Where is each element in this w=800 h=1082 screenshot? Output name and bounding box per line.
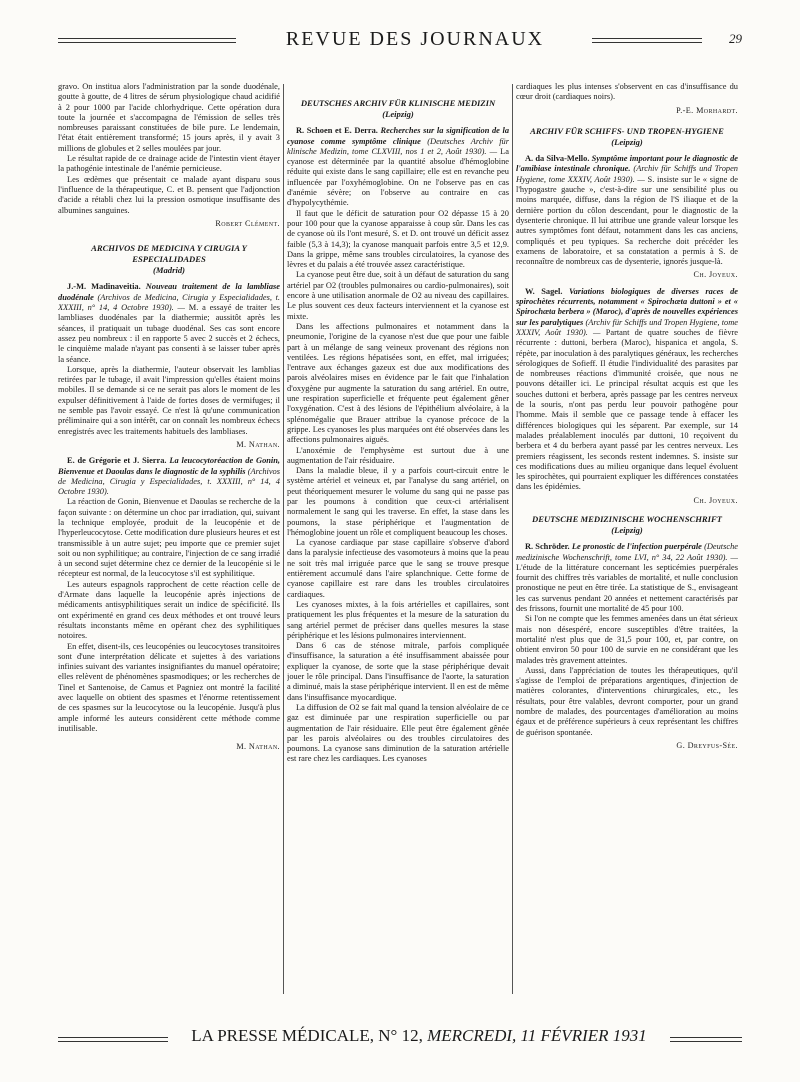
article-author: A. da Silva-Mello.: [525, 154, 590, 164]
paragraph: Il faut que le déficit de saturation pour O2 dépasse 15 à 20 pour 100 pour que la cyanose apparaisse à coup sûr. Dans les cas de cyanose où ils l'ont mesuré, S. et D. ont trouvé un déficit assez faible (5,3 à 14,3); la cyanose manquait parfois entre 3,5 et 12,9. Dans la grippe, même sans troubles circulatoires, la cyanose des lèvres et du palais a été trouvée assez caractéristique.: [287, 208, 509, 270]
paragraph: La réaction de Gonin, Bienvenue et Daoulas se recherche de la façon suivante : on détermine un choc par irradiation, qui, suivant la technique employée, produit de la leucopénie et de l'hyperleucocytose. Cette modification dure plusieurs heures et est transmissible à un autre sujet; peu importe que ce premier sujet soit ou non syphilitique; au contraire, l'injection de ce sang irradié à un second sujet détermine chez ce dernier de la leucopénie si le récepteur est normal, de la leucocytose s'il est syphilitique.: [58, 497, 280, 579]
footer-text: [174, 1026, 664, 1046]
footer-rule-right: [670, 1037, 742, 1042]
footer-rule-left: [58, 1037, 168, 1042]
article-author: J.-M. Madinaveitia.: [67, 282, 141, 292]
article-3: [516, 542, 738, 614]
page-number: 29: [729, 31, 742, 46]
paragraph: Le résultat rapide de ce drainage acide de l'intestin vient étayer la pathogénie intestinale de l'anémie pernicieuse.: [58, 154, 280, 174]
running-head: [58, 28, 742, 50]
article-1: [287, 126, 509, 208]
article-title: La leucocytoréaction de Gonin, Bienvenue et Daoulas dans le diagnostic de la syphilis: [58, 456, 280, 476]
header-rule-left: [58, 38, 236, 43]
article-reference: (Deutsches Archiv für klinische Medizin, tome CLXVIII, nos 1 et 2, Août 1930). —: [287, 136, 509, 156]
paragraph: La cyanose peut être due, soit à un défaut de saturation du sang artériel par O2 (troubles pulmonaires ou cardio-pulmonaires), soit encore à une utilisation anormale de O2 au niveau des capillaires. Le plus souvent ces deux facteurs interviennent et la cyanose est mixte.: [287, 270, 509, 321]
header-rule-right: [592, 38, 702, 43]
signature: M. Nathan.: [236, 742, 280, 752]
article-reference: (Archivos de Medicina, Cirugia y Especialidades, t. XXXIII, n° 14, 4 Octobre 1930). —: [58, 292, 280, 313]
article-title: Le pronostic de l'infection puerpérale: [571, 542, 702, 552]
paragraph: Les cyanoses mixtes, à la fois artérielles et capillaires, sont pratiquement les plus fréquentes et la mesure de la saturation du sang artériel permet de préciser dans quelles mesures la stase périphérique et les lésions pulmonaires interviennent.: [287, 599, 509, 640]
section-location: (Leipzig): [611, 136, 643, 147]
paragraph: cardiaques les plus intenses s'observent en cas d'insuffisance du cœur droit (cardiaques noirs).: [516, 82, 738, 102]
article-title: Recherches sur la signification de la cyanose comme symptôme clinique: [287, 126, 509, 146]
column-3: [516, 82, 738, 1002]
paragraph: Lorsque, après la diathermie, l'auteur observait les lamblias retirées par le tubage, il avait l'impression qu'elles étaient moins mobiles. Il se demande si ce ne serait pas alors le moment de les expulser définitivement à l'aide de fortes doses de vermifuges; il ne semble pas l'avoir essayé. Ce n'est là qu'une communication préliminaire qui a son intérêt, car on connaît les nombreux échecs enregistrés avec les traitements habituels des lambliases.: [58, 364, 280, 436]
article-author: R. Schröder.: [525, 542, 570, 552]
signature: Robert Clément.: [215, 218, 280, 228]
article-author: E. de Grégorie et J. Sierra.: [67, 456, 167, 466]
article-reference: (Archiv für Schiffs und Tropen Hygiene, tome XXXIV, Août 1930). —: [516, 317, 738, 337]
paragraph: Si l'on ne compte que les femmes amenées dans un état sérieux mais non désespéré, encore susceptibles d'être traitées, la mortalité n'est plus que de 31,5 pour 100, et, par contre, on obtient environ 50 pour 100 de survie en ne considérant que les malades très gravement atteintes.: [516, 614, 738, 665]
article-title: Symptôme important pour le diagnostic de l'amibiase intestinale chronique.: [516, 154, 738, 174]
article-reference: (Archivos de Medicina, Cirugia y Especialidades, t. XXXIII, n° 14, 4 Octobre 1930).: [58, 466, 280, 497]
article-2: [516, 287, 738, 493]
article-2: [58, 456, 280, 497]
article-text: L'étude de la littérature concernant les septicémies puerpérales fournit des chiffres très variables de mortalité, et nulle conclusion pronostique ne peut en être tirée. La statistique de S., envisageant les cas survenus pendant 20 années et nettement caractérisés par des frissons, fournit une mortalité de 45 pour 100.: [516, 562, 738, 614]
column-1: [58, 82, 280, 1002]
journal-name: LA PRESSE MÉDICALE, N° 12,: [191, 1026, 423, 1045]
article-title: Variations biologiques de diverses races de spirochètes récurrents, notamment « Spirochæta duttoni » et « Spirochæta berbera » (Maroc), d'après de nouvelles expériences sur les paralytiques: [516, 286, 738, 327]
signature: P.-E. Morhardt.: [676, 105, 738, 115]
paragraph: L'anoxémie de l'emphysème est surtout due à une augmentation de l'air résiduaire.: [287, 445, 509, 465]
article-text: La cyanose est déterminée par la quantité absolue d'hémoglobine réduite qui existe dans le sang capillaire; elle est en revanche peu influencée par l'oxyhémoglobine. On ne l'observe pas en cas d'anémie sévère; on l'observe au contraire en cas d'hypolycythémie.: [287, 146, 509, 208]
signature: Ch. Joyeux.: [693, 495, 738, 505]
article-reference: (Deutsche medizinische Wochenschrift, tome LVI, n° 34, 22 Août 1930). —: [516, 542, 738, 562]
paragraph: Dans les affections pulmonaires et notamment dans la pneumonie, l'origine de la cyanose n'est due que pour une faible part à un mélange de sang veineux provenant des régions non ventilées. Les régions hépatisées sont, en effet, mal irriguées; l'entrave aux échanges gazeux est due aux modifications des parois alvéolaires mises en évidence par le fait que l'inhalation d'oxygène pur augmente la saturation du sang artériel. En outre, une respiration superficielle et fréquente peut également gêner l'oxygénation. C'est à des lésions de l'épithélium alvéolaire, à la splénomégalie que Brauer attribue la cyanose précoce de la grippe. Les cyanoses les plus marquées ont été observées dans les affections pulmonaires aiguës.: [287, 321, 509, 445]
section-location: (Madrid): [153, 265, 185, 276]
paragraph: Aussi, dans l'appréciation de toutes les thérapeutiques, qu'il s'agisse de l'emploi de préparations argentiques, d'injection de matières colorantes, d'interventions chirurgicales, etc., les résultats, pour être valables, devront comporter, pour un grand nombre de malades, des pourcentages d'amélioration au moins égaux et de préférence supérieurs à ceux représentant les chiffres de guérison spontanée.: [516, 665, 738, 737]
column-separator: [512, 84, 513, 994]
paragraph: gravo. On institua alors l'administration par la sonde duodénale, goutte à goutte, de 4 litres de sérum physiologique chaud acidifié à 2 pour 1000 par l'acide chlorhydrique. Cette opération dura toute la journée et s'accompagna de l'émission de selles très nombreuses paraissant constituées de bile pure. Le lendemain, l'état était entièrement transformé; 15 jours après, il y avait 3 millions de globules et 2 selles moulées par jour.: [58, 82, 280, 153]
column-2: [287, 82, 509, 1002]
page-title: REVUE DES JOURNAUX: [285, 28, 545, 50]
article-text: S. insiste sur le « signe de l'hypogastre gauche », c'est-à-dire sur une sensibilité plus ou moins marquée, diffuse, dans la région de l'S iliaque et de la dernière portion du côlon descendant, pour le diagnostic de la dysenterie chronique. Il lui attribue une grande valeur lorsque les autres symptômes font défaut, notamment dans les cas anciens, compliqués et peu typiques. Sa recherche doit précéder les examens de laboratoire, et sa constatation a permis à S. de reconnaître de nombreux cas de dysenterie, ignorés jusque-là.: [516, 174, 738, 267]
page-footer: [58, 1026, 742, 1050]
section-location: (Leipzig): [611, 524, 643, 535]
signature: Ch. Joyeux.: [693, 270, 738, 280]
section-title: ARCHIVOS DE MEDICINA Y CIRUGIA Y ESPECIALIDADES: [91, 243, 247, 265]
article-1: [516, 154, 738, 267]
paragraph: Dans la maladie bleue, il y a parfois court-circuit entre le système artériel et veineux et, par l'analyse du sang artériel, on peut théoriquement mesurer le volume du sang qui ne passe pas par les poumons à condition que ceux-ci artérialisent normalement le sang qui les traverse. En effet, la stase dans les poumons, la stase périphérique et l'augmentation de l'hémoglobine jouent un rôle et compliquent beaucoup les choses.: [287, 466, 509, 537]
paragraph: La cyanose cardiaque par stase capillaire s'observe d'abord dans la paralysie infectieuse des vasomoteurs à moins que la peau ne soit très mal irriguée parce que le sang se trouve presque entièrement accumulé dans l'aire splanchnique. Cette forme de cyanose capillaire est rare dans les troubles circulatoires cardiaques.: [287, 538, 509, 599]
section-title: DEUTSCHE MEDIZINISCHE WOCHENSCHRIFT: [532, 513, 722, 524]
article-text: Partant de quatre souches de fièvre récurrente : duttoni, berbera (Maroc), hispanica et angola, S. répète, par inoculation à des paralytiques généraux, les recherches sérologiques de Sofieff. Il étudie l'individualité des parasites par de nombreuses réactions d'immunité croisée, que nous ne pouvons détailler ici. Le principal résultat acquis est que les souches duttoni et berbera, après passage par les centres nerveux de la souris, n'ont pas perdu leur pouvoir pathogène pour l'homme. Mais il semble que ce passage tende à effacer les différences biologiques qui les séparent. Par exemple, sur 14 malades préalablement inoculés par duttoni, 10 reçoivent du berbera et 4 du berbera ayant passé par les centres nerveux. Les premiers réagissent, les seconds restent indemnes. S. insiste sur ces modifications dues au milieu organique dans lequel évoluent les spirochètes, qui pourraient expliquer les différences constatées dans les épidémies.: [516, 327, 738, 492]
article-author: W. Sagel.: [525, 286, 563, 296]
section-location: (Leipzig): [382, 109, 414, 119]
article-1: [58, 282, 280, 364]
signature: M. Nathan.: [236, 439, 280, 449]
section-title: DEUTSCHES ARCHIV FÜR KLINISCHE MEDIZIN: [300, 98, 496, 108]
article-author: R. Schoen et E. Derra.: [296, 126, 378, 136]
paragraph: Les auteurs espagnols rapprochent de cette réaction celle de d'Armate dans laquelle la leucopénie après injections de médicaments antisyphilitiques serait un indice de spécificité. Ils ont expérimenté en grand ces deux méthodes et ont trouvé leurs résultats inconstants même en opérant chez des syphilitiques notoires.: [58, 579, 280, 641]
issue-date: MERCREDI, 11 FÉVRIER 1931: [427, 1026, 647, 1045]
article-title: Nouveau traitement de la lambliase duodénale: [58, 282, 280, 302]
section-title: ARCHIV FÜR SCHIFFS- UND TROPEN-HYGIENE: [530, 125, 724, 136]
paragraph: En effet, disent-ils, ces leucopénies ou leucocytoses transitoires sont d'une interprétation délicate et sujettes à des variations infinies suivant des variantes insignifiantes du manuel opératoire; elles relèvent de phénomènes spasmodiques; or les recherches de Tinel et Santenoise, de Camus et Pagniez ont montré la facilité avec laquelle on obtient des spasmes et l'énorme retentissement de ces spasmes sur la leucocytose ou la leucopénie. Jusqu'à plus ample informé les auteurs considèrent cette méthode comme inutilisable.: [58, 641, 280, 733]
column-separator: [283, 84, 284, 994]
article-reference: (Archiv für Schiffs und Tropen Hygiene, tome XXXIV, Août 1930). —: [516, 164, 738, 184]
paragraph: La diffusion de O2 se fait mal quand la tension alvéolaire de ce gaz est diminuée par une respiration superficielle ou par augmentation de l'air résiduaire. Elle peut être également gênée par les parois alvéolaires ou des troubles circulatoires des poumons. La cyanose sans diminution de la saturation artérielle est rare chez les cardiaques. Les cyanoses: [287, 702, 509, 764]
signature: G. Dreyfus-Sée.: [676, 740, 738, 750]
paragraph: Dans 6 cas de sténose mitrale, parfois compliquée d'insuffisance, la saturation a été insuffisamment abaissée pour expliquer la cyanose, de sorte que la stase périphérique devait jouer le rôle principal. Dans l'insuffisance de l'aorte, la saturation a diminué, mais la stase périphérique intervient. Il en est de même dans l'insuffisance myocardique.: [287, 641, 509, 702]
paragraph: Les œdèmes que présentait ce malade ayant disparu sous l'influence de la thérapeutique, C. et B. pensent que l'adjonction d'acide a rétabli chez lui la pression osmotique insuffisante des albumines sanguines.: [58, 174, 280, 215]
article-text: M. a essayé de traiter les lambliases duodénales par la diathermie; aussitôt après les séances, il pratiquait un tubage duodénal. Ses cas sont encore assez peu nombreux : il en rapporte 5 avec 2 succès et 2 échecs, le cinquième malade n'ayant pas consenti à se laisser tuber après la séance.: [58, 303, 280, 364]
